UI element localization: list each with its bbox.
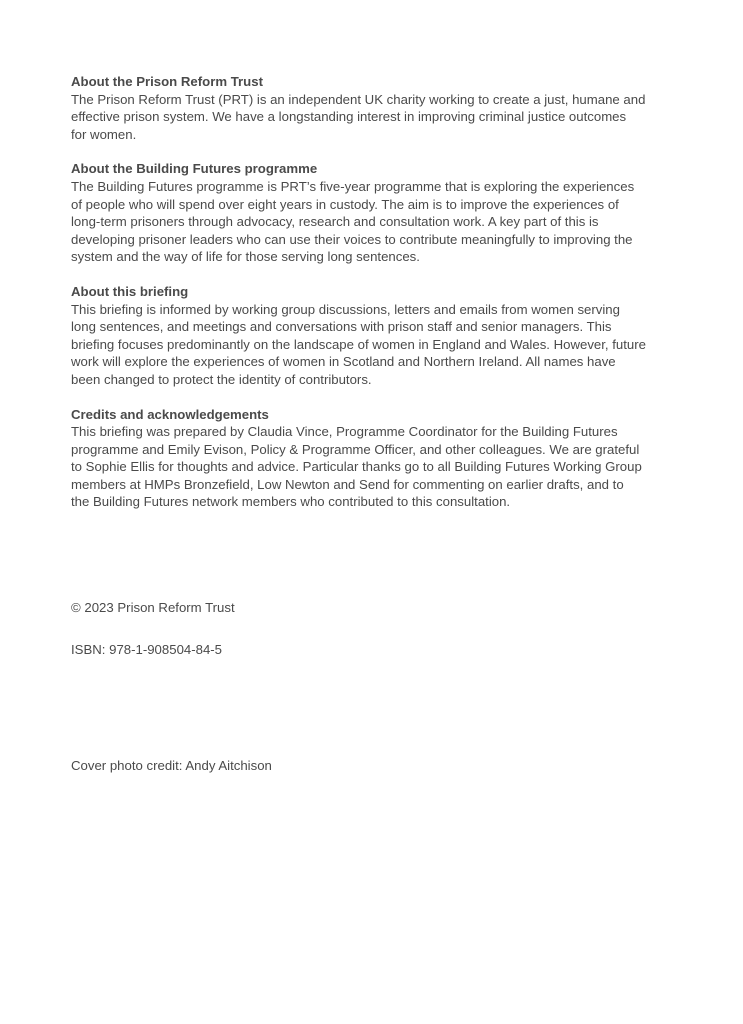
paragraph-line: The Prison Reform Trust (PRT) is an independent UK charity working to create a just, humane and	[71, 91, 646, 107]
section-heading: Credits and acknowledgements	[71, 406, 269, 422]
section-heading: About the Prison Reform Trust	[71, 74, 263, 89]
paragraph-line: programme and Emily Evison, Policy & Programme Officer, and other colleagues. We are grateful	[71, 441, 640, 457]
copyright-notice: © 2023 Prison Reform Trust	[71, 600, 235, 615]
paragraph-line: system and the way of life for those serving long sentences.	[71, 249, 420, 265]
paragraph-line: been changed to protect the identity of contributors.	[71, 371, 372, 387]
cover-photo-credit: Cover photo credit: Andy Aitchison	[71, 758, 272, 773]
isbn-number: ISBN: 978-1-908504-84-5	[71, 642, 223, 657]
paragraph-line: effective prison system. We have a longstanding interest in improving criminal justice outcomes	[71, 109, 627, 125]
paragraph-line: The Building Futures programme is PRT’s five-year programme that is exploring the experiences	[71, 178, 635, 194]
section-building-futures	[71, 160, 681, 266]
section-heading: About the Building Futures programme	[71, 161, 318, 177]
paragraph-line: to Sophie Ellis for thoughts and advice. Particular thanks go to all Building Futures Working Group	[71, 459, 642, 475]
paragraph-line: developing prisoner leaders who can use their voices to contribute meaningfully to improving the	[71, 231, 633, 247]
paragraph-line: long sentences, and meetings and conversations with prison staff and senior managers. This	[71, 319, 612, 335]
paragraph-line: This briefing was prepared by Claudia Vince, Programme Coordinator for the Building Futures	[71, 424, 618, 440]
paragraph-line: of people who will spend over eight years in custody. The aim is to improve the experiences of	[71, 196, 619, 212]
section-heading: About this briefing	[71, 283, 189, 299]
paragraph-line: briefing focuses predominantly on the landscape of women in England and Wales. However, future	[71, 336, 646, 352]
paragraph-line: for women.	[71, 126, 137, 142]
paragraph-line: work will explore the experiences of women in Scotland and Northern Ireland. All names have	[71, 354, 616, 370]
paragraph-line: members at HMPs Bronzefield, Low Newton and Send for commenting on earlier drafts, and to	[71, 476, 624, 492]
section-about-prt	[71, 73, 681, 143]
paragraph-line: long-term prisoners through advocacy, research and consultation work. A key part of this is	[71, 214, 599, 230]
paragraph-line: This briefing is informed by working group discussions, letters and emails from women serving	[71, 301, 620, 317]
section-credits	[71, 406, 681, 512]
document-body	[71, 73, 681, 528]
section-about-briefing	[71, 283, 681, 389]
paragraph-line: the Building Futures network members who contributed to this consultation.	[71, 494, 511, 510]
